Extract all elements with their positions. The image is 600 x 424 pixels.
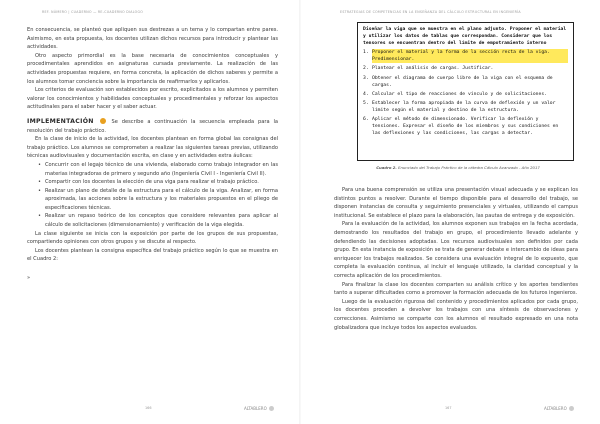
running-header: REF. NÚMERO | CUADERNO — RE-CUADERNO DIALOGO [42, 10, 144, 14]
brand-label: ALTABLERO [544, 405, 567, 411]
brand-logo-icon [569, 406, 574, 411]
figure-item-number: 5. [363, 100, 369, 106]
figure-item-text: Plantear el análisis de cargas. Justificar. [372, 66, 494, 72]
paragraph: En consecuencia, se planteó que apliquen sus destrezas a un tema y lo compartan entre pares. Asimismo, en esta propuesta, los docentes utilizan dichos recursos para introducir y plantear las actividades. [27, 27, 278, 51]
figure-item-text: Calcular el tipo de reacciones de vínculo y de solicitaciones. [372, 91, 547, 97]
brand-logo-icon [269, 406, 274, 411]
right-page [300, 0, 600, 424]
list-item: • Compartir con los docentes la elección de una viga para realizar el trabajo práctico. [45, 178, 278, 187]
figure-caption [336, 165, 580, 170]
left-body [27, 26, 278, 283]
list-item: • Concurrir con el legajo técnico de una vivienda, elaborado como trabajo integrador en las materias integradoras de primero y segundo año (Ingeniería Civil I - Ingeniería Civil II). [45, 161, 278, 178]
right-body [334, 186, 578, 332]
figure-item [363, 100, 568, 114]
paragraph: Para una buena comprensión se utiliza una presentación visual adecuada y se explican los distintos puntos a resolver. Durante el tiempo disponible para el desarrollo del trabajo, se disponen instancias de consulta y seguimiento presenciales y virtuales, utilizando el campus institucional. Se establece el plazo para la elaboración, las pautas de entrega y de exposición. [334, 187, 578, 219]
figure-item-number: 1. [363, 50, 369, 56]
list-item: • Realizar un plano de detalle de la estructura para el cálculo de la viga. Analizar, en forma aproximada, las acciones sobre la estructura y los materiales propuestos en el pliego de especificaciones técnicas. [45, 187, 278, 213]
figure-title: Diseñar la viga que se muestra en el plano adjunto. Proponer el material y utilizar los datos de tablas que correspondan. Considerar que los tensores se encuentran dentro del límite de empotramiento interno [363, 27, 567, 47]
heading-continuation: Se describe a continuación la secuencia empleada para la resolución del trabajo práctico. [27, 118, 278, 134]
paragraph: Para la evaluación de la actividad, los alumnos exponen sus trabajos en la fecha acordada, demostrando los resultados del trabajo en grupo, el procedimiento llevado adelante y defendiendo las decisiones adoptadas. Los recursos audiovisuales son definidos por cada grupo. En esta instancia de exposición se trata de generar debate e intercambio de ideas para enriquecer los trabajos realizados. Se considera una evaluación integral de lo expuesto, que completa la evaluación continua, al incluir el lenguaje utilizado, la claridad conceptual y la correcta aplicación de los procedimientos. [334, 221, 578, 279]
figure-item [363, 91, 568, 98]
paragraph: En la clase de inicio de la actividad, los docentes plantean en forma global las consignas del trabajo práctico. Los alumnos se comprometen a realizar las siguientes tareas previas, utilizando técnicas audiovisuales y documentación escrita, en clase y en actividades extra áulicas: [27, 136, 278, 160]
paragraph: Los criterios de evaluación son establecidos por escrito, explicitados a los alumnos y permiten valorar los conocimientos y habilidades conceptuales y procedimentales y reforzar los aspectos actitudinales para el saber hacer y el saber actuar. [27, 87, 278, 111]
figure-item [363, 49, 568, 63]
quote-marker: » [27, 275, 31, 282]
paragraph: Los docentes plantean la consigna específica del trabajo práctico según lo que se muestra en el Cuadro 2: [27, 247, 278, 263]
page-number: 166 [145, 406, 152, 410]
figure-item-number: 3. [363, 75, 369, 81]
figure-item-number: 6. [363, 117, 369, 123]
implementation-paragraph [27, 118, 278, 135]
paragraph: La clase siguiente se inicia con la exposición por parte de los grupos de sus propuestas, compartiendo opiniones con otros grupos y se discute al respecto. [27, 230, 278, 246]
assignment-figure [357, 22, 574, 161]
running-header: ESTRATEGIAS DE COMPETENCIAS EN LA ENSEÑANZA DEL CÁLCULO ESTRUCTURAL EN INGENIERÍA [340, 10, 521, 14]
list-item: • Realizar un repaso teórico de los conceptos que considere relevantes para aplicar al cálculo de solicitaciones (dimensionamiento) y verificación de la viga elegida. [45, 212, 278, 229]
caption-text: Enunciado del Trabajo Práctico de la cátedra Cálculo Avanzado - Año 2017 [398, 165, 540, 170]
page-number: 167 [445, 406, 452, 410]
publication-brand [244, 406, 274, 412]
figure-item-text: Establecer la forma apropiada de la curva de deflexión y un valor límite según el material y destino de la estructura. [372, 100, 556, 113]
figure-item [363, 65, 568, 72]
paragraph: Para finalizar la clase los docentes comparten su análisis crítico y los aportes tendientes tanto a superar dificultades como a promover la formación adecuada de los futuros ingenieros. [334, 281, 578, 297]
figure-item-number: 2. [363, 66, 369, 72]
figure-item-text: Aplicar el método de dimensionado. Verificar la deflexión y tensiones. Expresar el diseño de los miembros y sus condiciones en las deflexiones y las condiciones, las cargas a detectar. [372, 117, 559, 137]
paragraph: Luego de la evaluación rigurosa del contenido y procedimientos aplicados por cada grupo, los docentes proceden a devolver los trabajos con una síntesis de observaciones y correcciones. Asimismo se comparte con los alumnos el resultado expresado en una nota globalizadora que incluye todos los aspectos evaluados. [334, 298, 578, 331]
paragraph: Otro aspecto primordial es la base necesaria de conocimientos conceptuales y procedimentales aprendidos en asignaturas cursada previamente. La realización de las actividades propuestas requiere, en forma concreta, la aplicación de dichos saberes y permite a los alumnos tomar conciencia sobre la importancia de reafirmarlos y aplicarlos. [27, 52, 278, 85]
figure-item [363, 75, 568, 89]
figure-item-text: Obtener el diagrama de cuerpo libre de la viga con el esquema de cargas. [372, 75, 553, 88]
brand-label: ALTABLERO [244, 405, 267, 411]
figure-item-number: 4. [363, 91, 369, 97]
section-heading: IMPLEMENTACIÓN [27, 117, 94, 125]
figure-item [363, 116, 568, 137]
task-list [27, 161, 278, 230]
caption-label: Cuadro 2. [376, 165, 397, 170]
section-bullet-icon [100, 118, 106, 124]
figure-item-text: Proponer el material y la forma de la sección recta de la viga. Predimensionar. [372, 49, 568, 63]
publication-brand [544, 406, 574, 412]
